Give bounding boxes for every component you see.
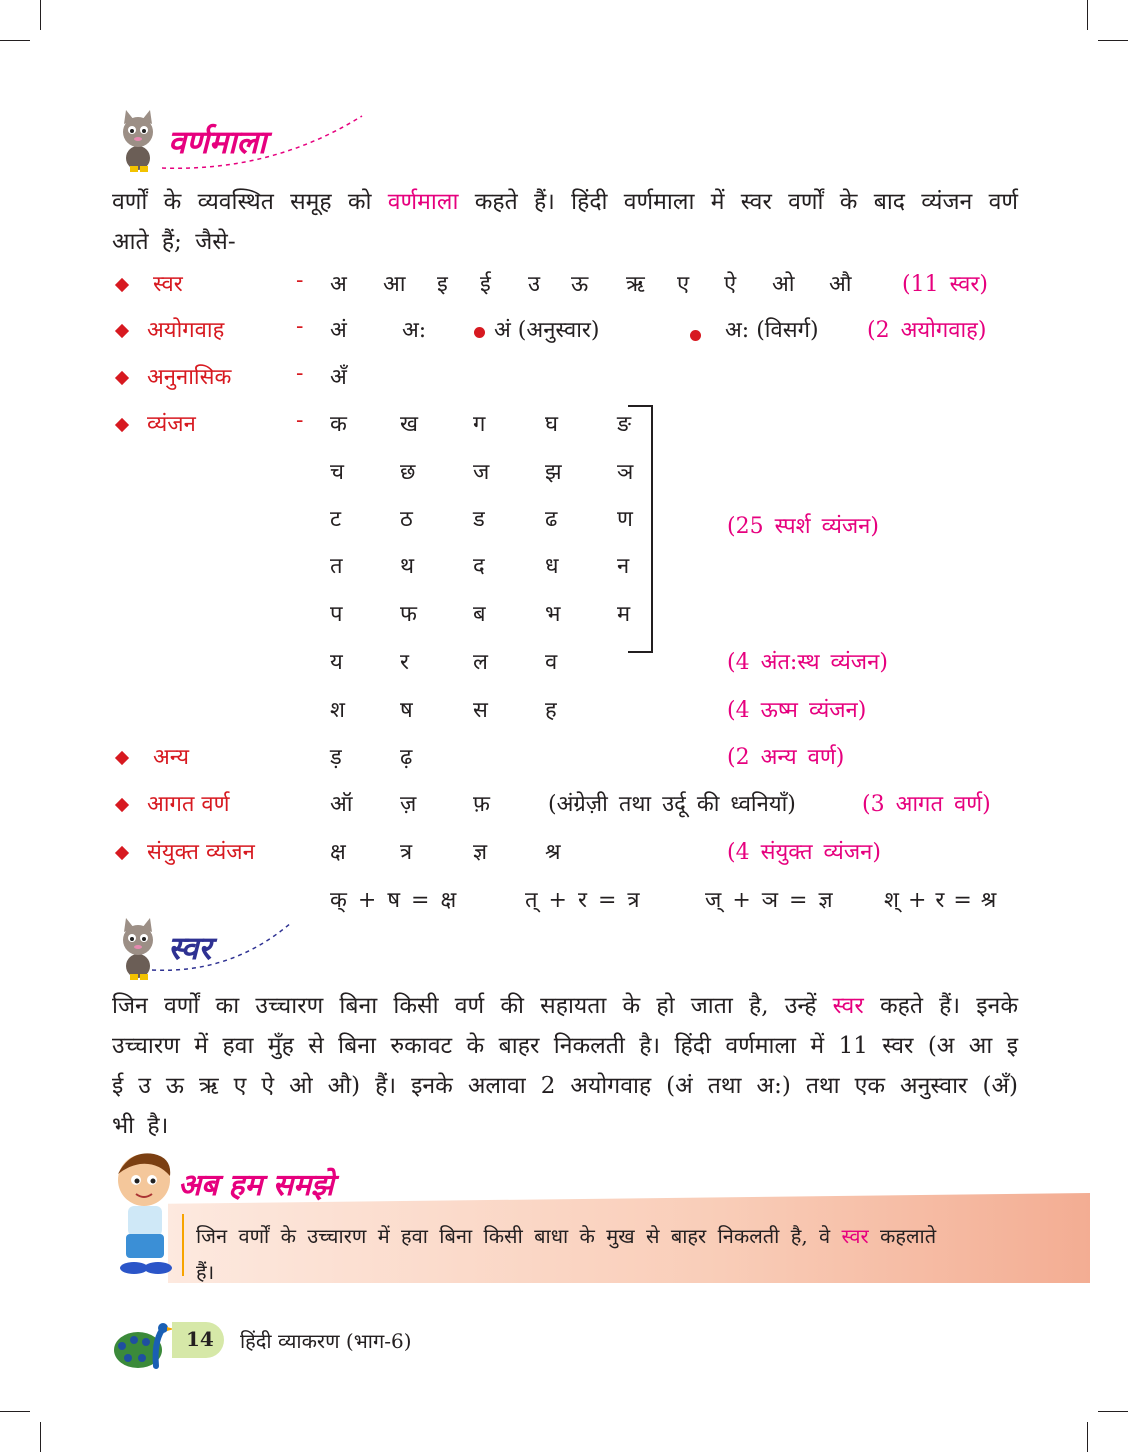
page-number: 14 bbox=[186, 1327, 214, 1351]
ushma-letter: ह bbox=[545, 698, 557, 723]
swar-letter: ऐ bbox=[724, 272, 737, 297]
callout-text: जिन वर्णों के उच्चारण में हवा बिना किसी बाधा के मुख से बाहर निकलती है, वे स्वर कहलाते हैं। bbox=[196, 1224, 937, 1284]
ushma-note: (4 ऊष्म व्यंजन) bbox=[727, 698, 867, 723]
vyanjan-letter: ध bbox=[545, 554, 559, 579]
bullet-icon bbox=[115, 798, 129, 812]
ayogvah-item-anusvar: अं (अनुस्वार) bbox=[494, 318, 600, 343]
swar-letter: उ bbox=[528, 272, 541, 297]
callout-title: अब हम समझे bbox=[178, 1168, 334, 1203]
sparsh-bracket bbox=[620, 404, 660, 656]
vyanjan-letter: ङ bbox=[617, 412, 632, 437]
vyanjan-letter: म bbox=[617, 602, 631, 627]
swar-letter: अ bbox=[330, 272, 347, 297]
swar-letter: औ bbox=[829, 272, 852, 297]
vyanjan-letter: थ bbox=[400, 554, 415, 579]
sanyukt-formula: क् + ष = क्ष bbox=[330, 888, 457, 913]
vyanjan-letter: प bbox=[330, 602, 343, 627]
point-bullet-icon bbox=[690, 330, 701, 341]
swar-letter: ऊ bbox=[571, 272, 589, 297]
swar-paragraph: जिन वर्णों का उच्चारण बिना किसी वर्ण की सहायता के हो जाता है, उन्हें स्वर कहते हैं। इनके उच्चारण में हवा मुँह से बिना रुकावट के बाहर निकलती है। हिंदी वर्णमाला में 11 स्वर (अ आ इ ई उ ऊ ऋ ए ऐ ओ औ) हैं। इनके अलावा 2 अयोगवाह (अं तथा अ:) तथा एक अनुस्वार (अँ) भी है। bbox=[112, 993, 1018, 1139]
swar-letter: ओ bbox=[772, 272, 795, 297]
vyanjan-letter: च bbox=[330, 460, 344, 485]
book-title: हिंदी व्याकरण (भाग-6) bbox=[240, 1329, 412, 1353]
sanyukt-letter: क्ष bbox=[330, 840, 346, 865]
row-label-vyanjan: व्यंजन bbox=[147, 412, 196, 437]
sanyukt-letter: त्र bbox=[400, 840, 413, 865]
sanyukt-letter: ज्ञ bbox=[473, 840, 488, 865]
row-label-ayogvah: अयोगवाह bbox=[147, 318, 225, 343]
heading-swoosh-icon bbox=[152, 110, 372, 180]
vyanjan-letter: ठ bbox=[400, 507, 413, 532]
bullet-icon bbox=[115, 751, 129, 765]
sparsh-note: (25 स्पर्श व्यंजन) bbox=[727, 514, 879, 539]
ushma-letter: श bbox=[330, 698, 345, 723]
row-dash: - bbox=[296, 361, 304, 386]
vyanjan-letter: ढ bbox=[545, 507, 558, 532]
point-bullet-icon bbox=[474, 327, 485, 338]
swar-letter: ए bbox=[677, 272, 690, 297]
ayogvah-letter: अं bbox=[330, 318, 347, 343]
row-label-anya: अन्य bbox=[153, 745, 190, 770]
anunasik-letter: अँ bbox=[330, 365, 347, 390]
vyanjan-letter: झ bbox=[545, 460, 562, 485]
sanyukt-formula: ज् + ञ = ज्ञ bbox=[705, 888, 833, 913]
vyanjan-letter: क bbox=[330, 412, 347, 437]
swar-letter: इ bbox=[437, 272, 448, 297]
ushma-letter: स bbox=[473, 698, 488, 723]
row-dash: - bbox=[296, 268, 304, 293]
ayogvah-letter: अ: bbox=[402, 318, 427, 343]
vyanjan-letter: छ bbox=[400, 460, 416, 485]
vyanjan-letter: न bbox=[617, 554, 630, 579]
agat-note: (3 आगत वर्ण) bbox=[862, 792, 991, 817]
swar-letter: आ bbox=[383, 272, 406, 297]
swar-heading bbox=[112, 918, 312, 980]
antahstha-letter: र bbox=[400, 650, 409, 675]
heading-swoosh-icon bbox=[142, 918, 302, 980]
callout-term: स्वर bbox=[841, 1224, 869, 1248]
bullet-icon bbox=[115, 418, 129, 432]
ushma-letter: ष bbox=[400, 698, 413, 723]
varnamala-heading bbox=[112, 110, 372, 180]
sanyukt-letter: श्र bbox=[545, 840, 561, 865]
swar-letter: ऋ bbox=[626, 272, 645, 297]
row-label-sanyukt: संयुक्त व्यंजन bbox=[147, 840, 255, 865]
bullet-icon bbox=[115, 846, 129, 860]
varnamala-title: वर्णमाला bbox=[168, 123, 267, 161]
vyanjan-letter: ड bbox=[473, 507, 485, 532]
swar-letter: ई bbox=[480, 272, 491, 297]
bullet-icon bbox=[115, 278, 129, 292]
varnamala-term: वर्णमाला bbox=[387, 189, 459, 215]
vyanjan-letter: ज bbox=[473, 460, 490, 485]
sanyukt-formula: श् + र = श्र bbox=[884, 888, 997, 913]
peacock-icon bbox=[112, 1312, 176, 1376]
sanyukt-note: (4 संयुक्त व्यंजन) bbox=[727, 840, 881, 865]
boy-mascot-icon bbox=[110, 1150, 182, 1280]
bullet-icon bbox=[115, 371, 129, 385]
anya-note: (2 अन्य वर्ण) bbox=[727, 745, 845, 770]
agat-letter: ऑ bbox=[330, 792, 353, 817]
anya-letter: ड़ bbox=[330, 745, 342, 770]
callout-rule bbox=[182, 1214, 184, 1276]
antahstha-letter: व bbox=[545, 650, 558, 675]
vyanjan-letter: ण bbox=[617, 507, 633, 532]
antahstha-note: (4 अंत:स्थ व्यंजन) bbox=[727, 650, 888, 675]
swar-term: स्वर bbox=[832, 993, 864, 1019]
vyanjan-letter: ग bbox=[473, 412, 486, 437]
row-dash: - bbox=[296, 314, 304, 339]
agat-desc: (अंग्रेज़ी तथा उर्दू की ध्वनियाँ) bbox=[548, 792, 796, 817]
row-dash: - bbox=[296, 408, 304, 433]
vyanjan-letter: फ bbox=[400, 602, 417, 627]
vyanjan-letter: ब bbox=[473, 602, 486, 627]
vyanjan-letter: त bbox=[330, 554, 343, 579]
vyanjan-letter: ञ bbox=[617, 460, 634, 485]
antahstha-letter: ल bbox=[473, 650, 488, 675]
vyanjan-letter: घ bbox=[545, 412, 559, 437]
vyanjan-letter: ट bbox=[330, 507, 342, 532]
row-label-agat: आगत वर्ण bbox=[147, 792, 230, 817]
anya-letter: ढ़ bbox=[400, 745, 413, 770]
vyanjan-letter: ख bbox=[400, 412, 418, 437]
row-label-anunasik: अनुनासिक bbox=[147, 365, 232, 390]
vyanjan-letter: द bbox=[473, 554, 485, 579]
swar-title: स्वर bbox=[168, 929, 212, 967]
agat-letter: फ़ bbox=[473, 792, 490, 817]
vyanjan-letter: भ bbox=[545, 602, 561, 627]
antahstha-letter: य bbox=[330, 650, 343, 675]
sanyukt-formula: त् + र = त्र bbox=[525, 888, 640, 913]
swar-note: (11 स्वर) bbox=[902, 272, 988, 297]
agat-letter: ज़ bbox=[400, 792, 417, 817]
row-label-swar: स्वर bbox=[153, 272, 183, 297]
varnamala-intro: वर्णों के व्यवस्थित समूह को वर्णमाला कहते हैं। हिंदी वर्णमाला में स्वर वर्णों के बाद व्यंजन वर्ण आते हैं; जैसे- bbox=[112, 189, 1018, 255]
ayogvah-note: (2 अयोगवाह) bbox=[867, 318, 987, 343]
ayogvah-item-visarg: अ: (विसर्ग) bbox=[725, 318, 819, 343]
bullet-icon bbox=[115, 324, 129, 338]
